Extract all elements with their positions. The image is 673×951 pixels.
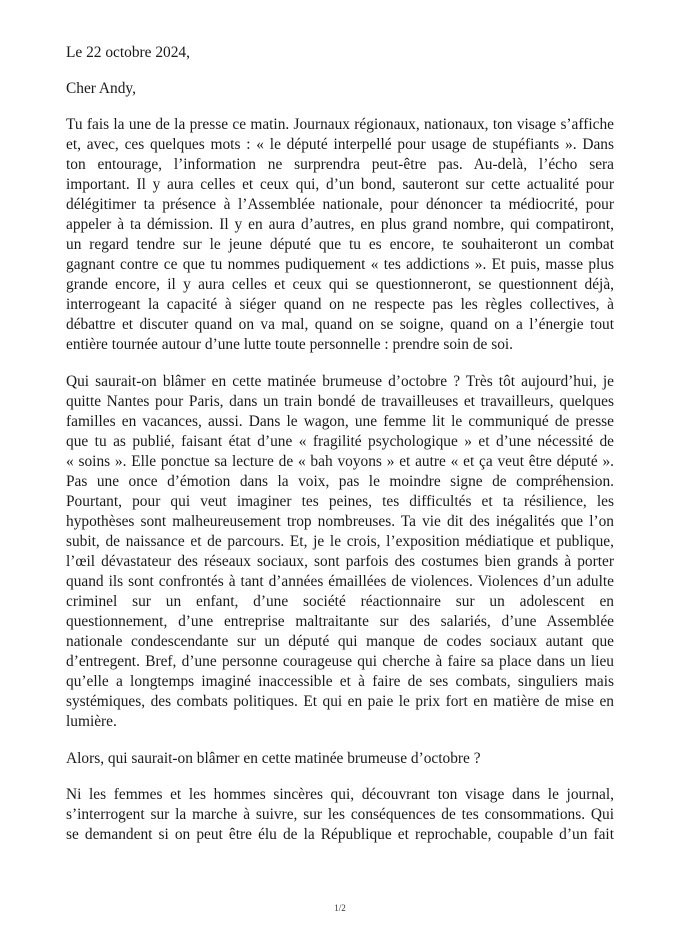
text-line: Pas une once d’émotion dans la voix, pas le moindre signe de compréhension.: [66, 473, 614, 490]
text-line: Pourtant, pour qui veut imaginer tes peines, tes difficultés et ta résilience, les: [66, 493, 614, 510]
text-line: criminel sur un enfant, d’une société réactionnaire sur un adolescent en: [66, 593, 614, 610]
text-line: grande encore, il y aura celles et ceux qui se questionneront, se questionnent déjà,: [66, 276, 614, 293]
text-line: familles en vacances, aussi. Dans le wagon, une femme lit le communiqué de presse: [66, 413, 614, 430]
letter-date: Le 22 octobre 2024,: [66, 44, 190, 61]
text-line: quitte Nantes pour Paris, dans un train bondé de travailleuses et travailleurs, quelques: [66, 393, 614, 410]
text-line: qu’elle a longtemps imaginé inaccessible et à faire de ses combats, singuliers mais: [66, 673, 614, 690]
text-line: Ni les femmes et les hommes sincères qui, découvrant ton visage dans le journal,: [66, 786, 614, 803]
text-line: entière tournée autour d’une lutte toute personnelle : prendre soin de soi.: [66, 336, 514, 353]
text-line: ton entourage, l’information ne surprendra peut-être pas. Au-delà, l’écho sera: [66, 156, 614, 173]
text-line: questionnement, d’une entreprise maltraitante sur des salariés, d’une Assemblée: [66, 613, 614, 630]
text-line: s’interrogent sur la marche à suivre, sur les conséquences de tes consommations. Qui: [66, 806, 614, 823]
text-line: subit, de naissance et de parcours. Et, je le crois, l’exposition médiatique et publique,: [66, 533, 614, 550]
text-line: débattre et discuter quand on va mal, quand on se soigne, quand on a l’énergie tout: [66, 316, 614, 333]
text-line: interrogeant la capacité à siéger quand on ne respecte pas les règles collectives, à: [66, 296, 614, 313]
text-line: systémiques, des combats politiques. Et qui en paie le prix fort en matière de mise en: [66, 693, 614, 710]
text-line: quand ils sont confrontés à tant d’années émaillées de violences. Violences d’un adulte: [66, 573, 614, 590]
text-line: nationale condescendante sur un député qui manque de codes sociaux autant que: [66, 633, 614, 650]
text-line: un regard tendre sur le jeune député que tu es encore, te souhaiteront un combat: [66, 236, 614, 253]
letter-page: [66, 0, 614, 951]
text-line: hypothèses sont malheureusement trop nombreuses. Ta vie dit des inégalités que l’on: [66, 513, 614, 530]
text-line: se demandent si on peut être élu de la République et reprochable, coupable d’un fait: [66, 826, 614, 843]
text-line: d’entregent. Bref, d’une personne courageuse qui cherche à faire sa place dans un lieu: [66, 653, 614, 670]
text-line: Qui saurait-on blâmer en cette matinée brumeuse d’octobre ? Très tôt aujourd’hui, je: [66, 373, 614, 390]
text-line: délégitimer ta présence à l’Assemblée nationale, pour dénoncer ta médiocrité, pour: [66, 196, 614, 213]
text-line: appeler à ta démission. Il y en aura d’autres, en plus grand nombre, qui compatiront,: [66, 216, 614, 233]
text-line: Alors, qui saurait-on blâmer en cette matinée brumeuse d’octobre ?: [66, 750, 481, 767]
text-line: lumière.: [66, 713, 117, 730]
text-line: gagnant contre ce que tu nommes pudiquement « tes addictions ». Et puis, masse plus: [66, 256, 614, 273]
text-line: « soins ». Elle ponctue sa lecture de « bah voyons » et autre « et ça veut être député ».: [66, 453, 614, 470]
text-line: et, avec, ces quelques mots : « le député interpellé pour usage de stupéfiants ». Dans: [66, 136, 614, 153]
text-line: que tu as publié, faisant état d’une « fragilité psychologique » et d’une nécessité de: [66, 433, 614, 450]
text-line: important. Il y aura celles et ceux qui, d’un bond, sauteront sur cette actualité pour: [66, 176, 614, 193]
text-line: l’œil dévastateur des réseaux sociaux, sont parfois des costumes bien grands à porter: [66, 553, 614, 570]
letter-greeting: Cher Andy,: [66, 80, 136, 97]
page-number: 1/2: [334, 903, 346, 913]
text-line: Tu fais la une de la presse ce matin. Journaux régionaux, nationaux, ton visage s’affiche: [66, 116, 614, 133]
